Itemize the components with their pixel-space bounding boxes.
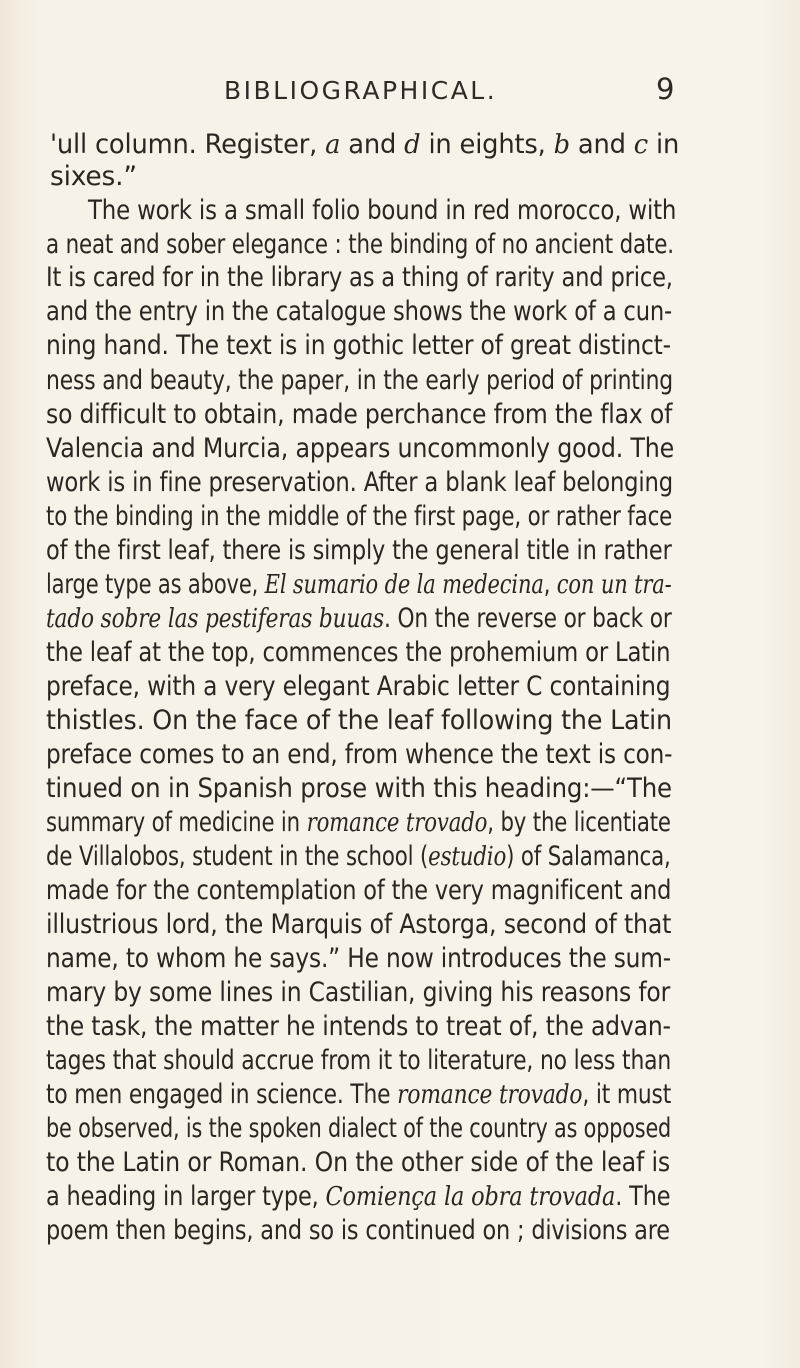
- text-line: tinued on in Spanish prose with this heading:—“The: [46, 773, 672, 804]
- body-text: [0, 128, 800, 1348]
- text-line: poem then begins, and so is continued on ; divisions are: [46, 1215, 670, 1246]
- text-line: ness and beauty, the paper, in the early period of printing: [46, 365, 673, 396]
- text-line: large type as above, El sumario de la medecina, con un tra-: [46, 569, 672, 600]
- text-line: mary by some lines in Castilian, giving his reasons for: [46, 977, 671, 1008]
- text-line: the task, the matter he intends to treat of, the advan-: [46, 1011, 671, 1042]
- text-line: The work is a small folio bound in red morocco, with: [88, 195, 677, 226]
- running-head-title: BIBLIOGRAPHICAL.: [224, 76, 498, 105]
- text-line: made for the contemplation of the very magnificent and: [46, 875, 672, 906]
- text-line: the leaf at the top, commences the prohemium or Latin: [46, 637, 671, 668]
- text-line: It is cared for in the library as a thing of rarity and price,: [46, 262, 673, 293]
- text-line: illustrious lord, the Marquis of Astorga, second of that: [46, 909, 672, 940]
- text-line: thistles. On the face of the leaf following the Latin: [46, 705, 672, 736]
- text-line: to the binding in the middle of the first page, or rather face: [46, 501, 673, 532]
- text-line: name, to whom he says.” He now introduces the sum-: [46, 943, 671, 974]
- text-line: preface, with a very elegant Arabic letter C containing: [46, 671, 671, 702]
- text-line: Valencia and Murcia, appears uncommonly good. The: [46, 433, 675, 464]
- text-line: sixes.”: [50, 161, 137, 192]
- text-line: of the first leaf, there is simply the general title in rather: [46, 535, 672, 566]
- text-line: and the entry in the catalogue shows the work of a cun-: [46, 296, 673, 327]
- text-line: a heading in larger type, Comiença la obra trovada. The: [46, 1181, 671, 1212]
- text-line: work is in fine preservation. After a blank leaf belonging: [46, 467, 674, 498]
- text-line: so difficult to obtain, made perchance from the flax of: [46, 399, 673, 430]
- text-line: be observed, is the spoken dialect of the country as opposed: [46, 1113, 672, 1144]
- text-line: ning hand. The text is in gothic letter of great distinct-: [46, 330, 671, 361]
- text-line: preface comes to an end, from whence the text is con-: [46, 739, 673, 770]
- text-line: tado sobre las pestiferas buuas. On the reverse or back or: [46, 603, 672, 634]
- running-head: [0, 72, 800, 112]
- text-line: tages that should accrue from it to literature, no less than: [46, 1045, 672, 1076]
- text-line: to men engaged in science. The romance trovado, it must: [46, 1079, 672, 1110]
- text-line: 'ull column. Register, a and d in eights, b and c in: [50, 129, 680, 160]
- page-number: 9: [656, 72, 675, 106]
- text-line: a neat and sober elegance : the binding of no ancient date.: [46, 229, 674, 260]
- text-line: summary of medicine in romance trovado, by the licentiate: [46, 807, 671, 838]
- text-line: to the Latin or Roman. On the other side of the leaf is: [46, 1147, 671, 1178]
- text-line: de Villalobos, student in the school (estudio) of Salamanca,: [46, 841, 671, 872]
